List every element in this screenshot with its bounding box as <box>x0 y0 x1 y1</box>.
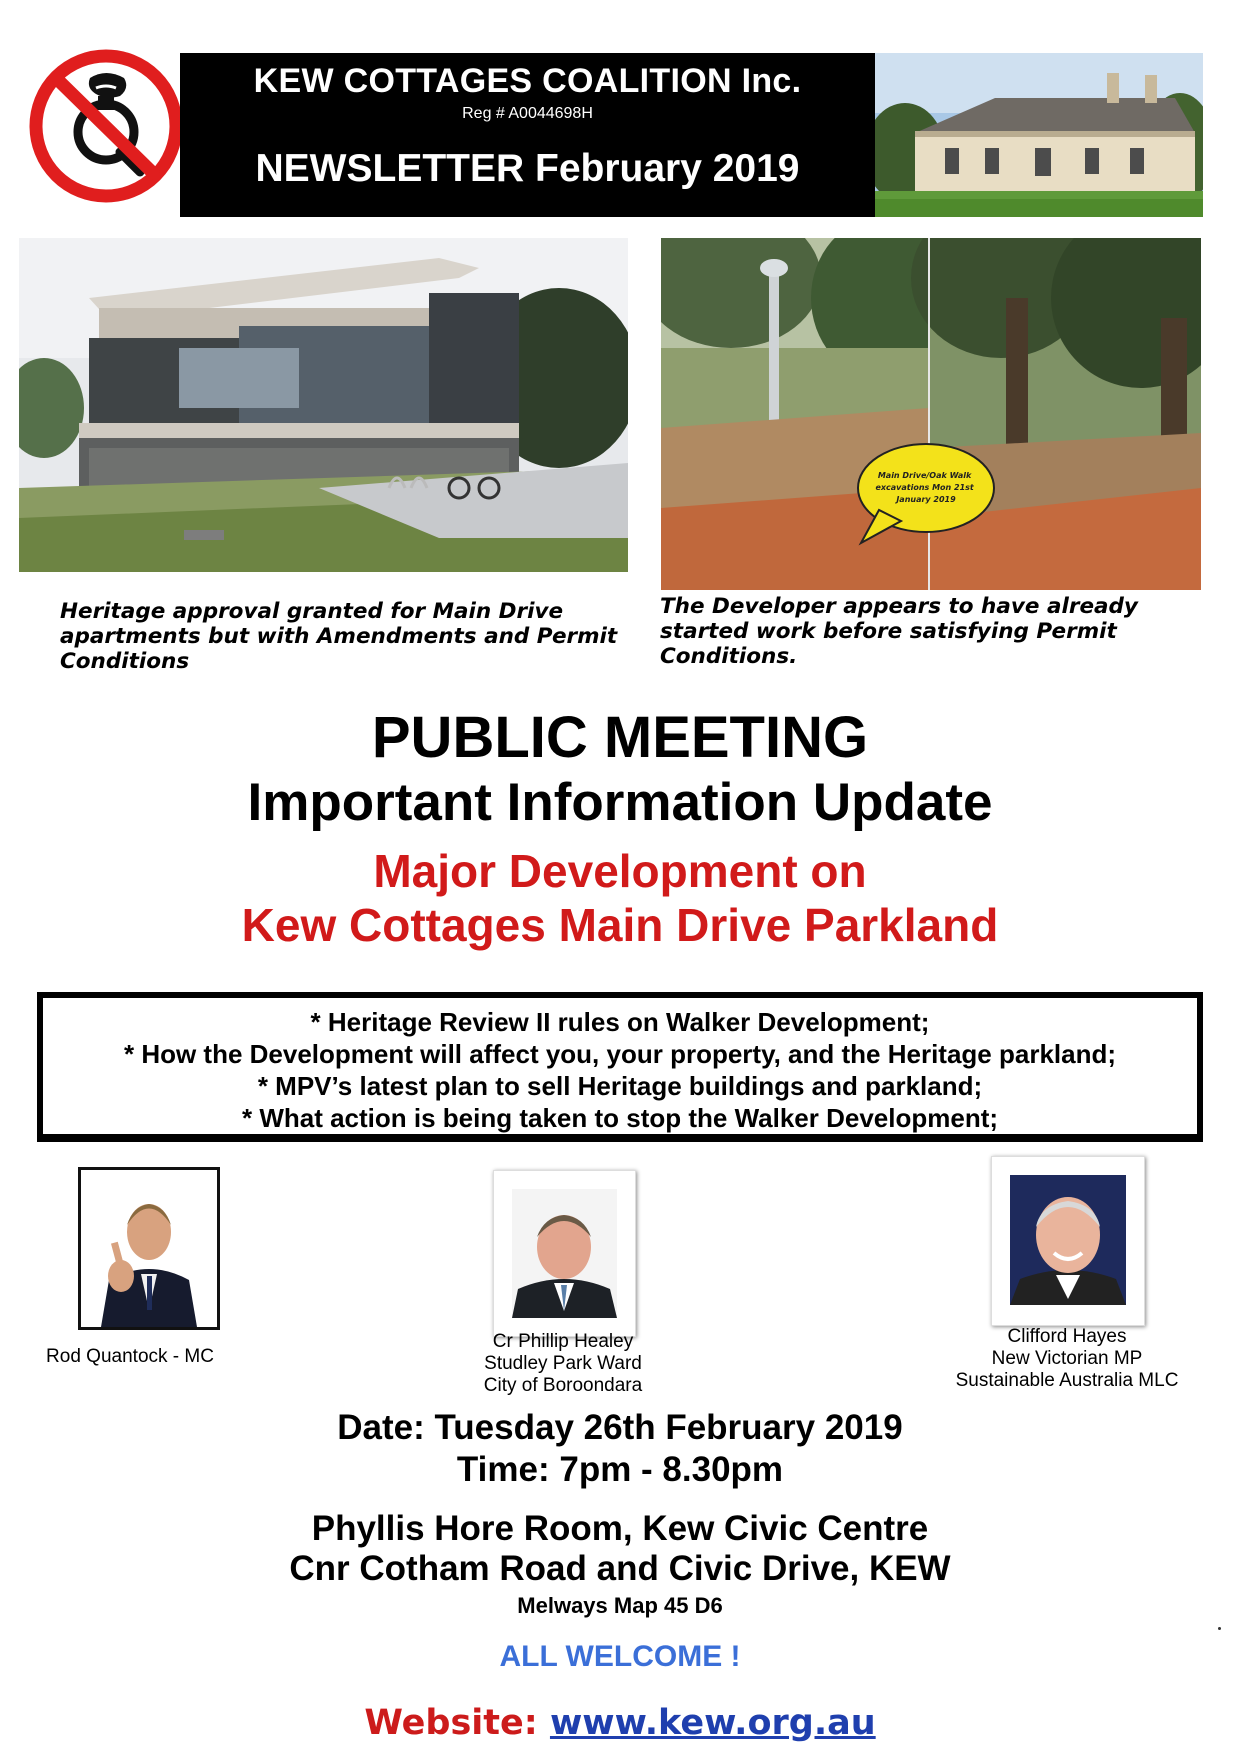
header-banner <box>180 53 875 217</box>
agenda-item: * What action is being taken to stop the Walker Development; <box>241 1103 999 1133</box>
speaker-photo-mp <box>991 1156 1145 1326</box>
apartment-render-image <box>19 238 628 572</box>
speaker-photo-mc <box>78 1167 220 1330</box>
heritage-cottage-photo <box>875 53 1203 217</box>
melways-reference: Melways Map 45 D6 <box>517 1593 723 1618</box>
speaker-name: Clifford Hayes <box>1007 1326 1127 1347</box>
speaker-role: Sustainable Australia MLC <box>955 1370 1179 1391</box>
speaker-role: Studley Park Ward <box>484 1353 642 1374</box>
registration-number: Reg # A0044698H <box>462 105 593 122</box>
bubble-line-3: January 2019 <box>896 495 956 504</box>
agenda-box <box>37 992 1203 1142</box>
website-label: Website: <box>364 1703 550 1743</box>
headline-public-meeting: PUBLIC MEETING <box>371 705 869 770</box>
headline-major-development: Major Development on <box>373 845 867 897</box>
agenda-item: * How the Development will affect you, your property, and the Heritage parkland; <box>123 1039 1117 1069</box>
event-time: Time: 7pm - 8.30pm <box>456 1450 784 1489</box>
agenda-item: * Heritage Review II rules on Walker Development; <box>310 1007 930 1037</box>
website-link[interactable]: www.kew.org.au <box>549 1703 876 1743</box>
speaker-name: Rod Quantock - MC <box>46 1346 214 1367</box>
speaker-caption-mp <box>930 1326 1204 1392</box>
speaker-caption-councillor <box>450 1331 676 1397</box>
event-venue: Phyllis Hore Room, Kew Civic Centre <box>311 1509 929 1548</box>
headline-parkland: Kew Cottages Main Drive Parkland <box>241 899 999 951</box>
bubble-line-1: Main Drive/Oak Walk <box>877 471 972 480</box>
speaker-role: New Victorian MP <box>991 1348 1143 1369</box>
caption-right: The Developer appears to have already started work before satisfying Permit Conditions. <box>660 594 1138 669</box>
stray-dot <box>1218 1627 1221 1630</box>
bubble-line-2: excavations Mon 21st <box>875 483 974 492</box>
speaker-caption-mc <box>20 1346 240 1368</box>
website-line <box>0 1703 1240 1743</box>
site-excavation-photo <box>661 238 1201 590</box>
speaker-photo-councillor <box>493 1170 636 1337</box>
speaker-name: Cr Phillip Healey <box>492 1331 634 1352</box>
newsletter-title: NEWSLETTER February 2019 <box>255 147 800 190</box>
headline-update: Important Information Update <box>247 773 993 832</box>
all-welcome: ALL WELCOME ! <box>499 1640 741 1673</box>
event-date: Date: Tuesday 26th February 2019 <box>337 1408 903 1447</box>
speaker-role: City of Boroondara <box>483 1375 643 1396</box>
event-address: Cnr Cotham Road and Civic Drive, KEW <box>289 1549 951 1588</box>
organisation-name: KEW COTTAGES COALITION Inc. <box>253 62 802 100</box>
agenda-item: * MPV’s latest plan to sell Heritage buildings and parkland; <box>257 1071 983 1101</box>
no-entry-logo <box>28 48 184 204</box>
caption-left: Heritage approval granted for Main Drive apartments but with Amendments and Permit Conditions <box>60 599 618 674</box>
